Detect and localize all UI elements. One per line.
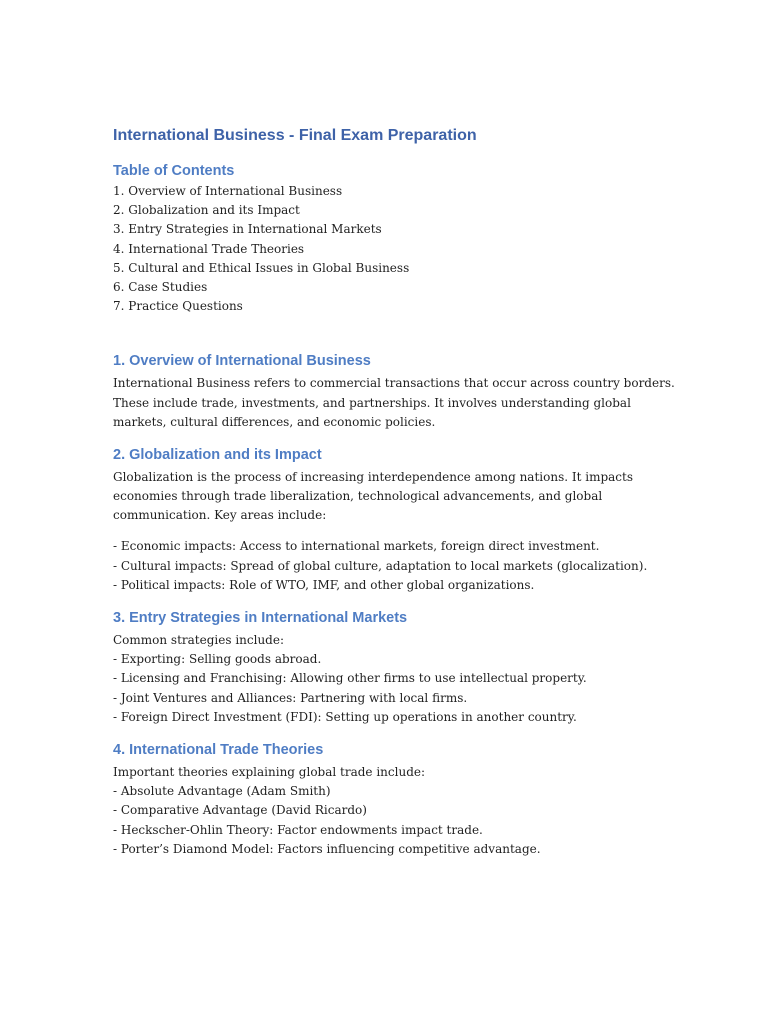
document-body	[113, 124, 673, 859]
bullet-item: - Porter’s Diamond Model: Factors influencing competitive advantage.	[113, 841, 541, 856]
toc-item: 6. Case Studies	[113, 279, 208, 294]
bullet-item: - Economic impacts: Access to international markets, foreign direct investment.	[113, 539, 600, 554]
document-title: International Business - Final Exam Preparation	[113, 127, 477, 144]
bullet-item: - Political impacts: Role of WTO, IMF, and other global organizations.	[113, 577, 535, 592]
toc-item: 5. Cultural and Ethical Issues in Global Business	[113, 260, 410, 275]
body-line: Important theories explaining global trade include:	[113, 764, 426, 779]
bullet-item: - Heckscher-Ohlin Theory: Factor endowments impact trade.	[113, 822, 483, 837]
section-body-trade-theories	[113, 763, 673, 859]
bullet-item: - Exporting: Selling goods abroad.	[113, 652, 322, 667]
section-body-overview	[113, 374, 673, 432]
body-line: communication. Key areas include:	[113, 508, 327, 523]
section-heading-overview: 1. Overview of International Business	[113, 353, 371, 370]
toc-item: 4. International Trade Theories	[113, 241, 305, 256]
bullet-item: - Licensing and Franchising: Allowing other firms to use intellectual property.	[113, 671, 587, 686]
body-line: Common strategies include:	[113, 633, 284, 647]
section-body-globalization	[113, 468, 673, 595]
body-line: Globalization is the process of increasing interdependence among nations. It impacts	[113, 469, 633, 484]
bullet-item: - Absolute Advantage (Adam Smith)	[113, 784, 331, 799]
toc-item: 7. Practice Questions	[113, 299, 243, 314]
toc-item: 1. Overview of International Business	[113, 184, 343, 198]
bullet-item: - Cultural impacts: Spread of global culture, adaptation to local markets (glocalization).	[113, 558, 648, 573]
toc-item: 3. Entry Strategies in International Markets	[113, 222, 382, 237]
body-line: These include trade, investments, and partnerships. It involves understanding global	[113, 395, 631, 410]
body-line: markets, cultural differences, and economic policies.	[113, 414, 436, 429]
toc-item: 2. Globalization and its Impact	[113, 203, 300, 218]
bullet-item: - Joint Ventures and Alliances: Partnering with local firms.	[113, 690, 468, 705]
section-body-entry-strategies	[113, 631, 673, 727]
section-heading-trade-theories: 4. International Trade Theories	[113, 741, 324, 758]
section-heading-globalization: 2. Globalization and its Impact	[113, 446, 322, 463]
bullet-item: - Foreign Direct Investment (FDI): Setting up operations in another country.	[113, 709, 577, 724]
bullet-item: - Comparative Advantage (David Ricardo)	[113, 803, 367, 818]
toc-list	[113, 182, 673, 316]
body-line: economies through trade liberalization, technological advancements, and global	[113, 489, 603, 504]
body-line: International Business refers to commercial transactions that occur across country borders.	[113, 376, 675, 391]
toc-heading: Table of Contents	[113, 163, 235, 179]
section-heading-entry-strategies: 3. Entry Strategies in International Markets	[113, 610, 408, 626]
